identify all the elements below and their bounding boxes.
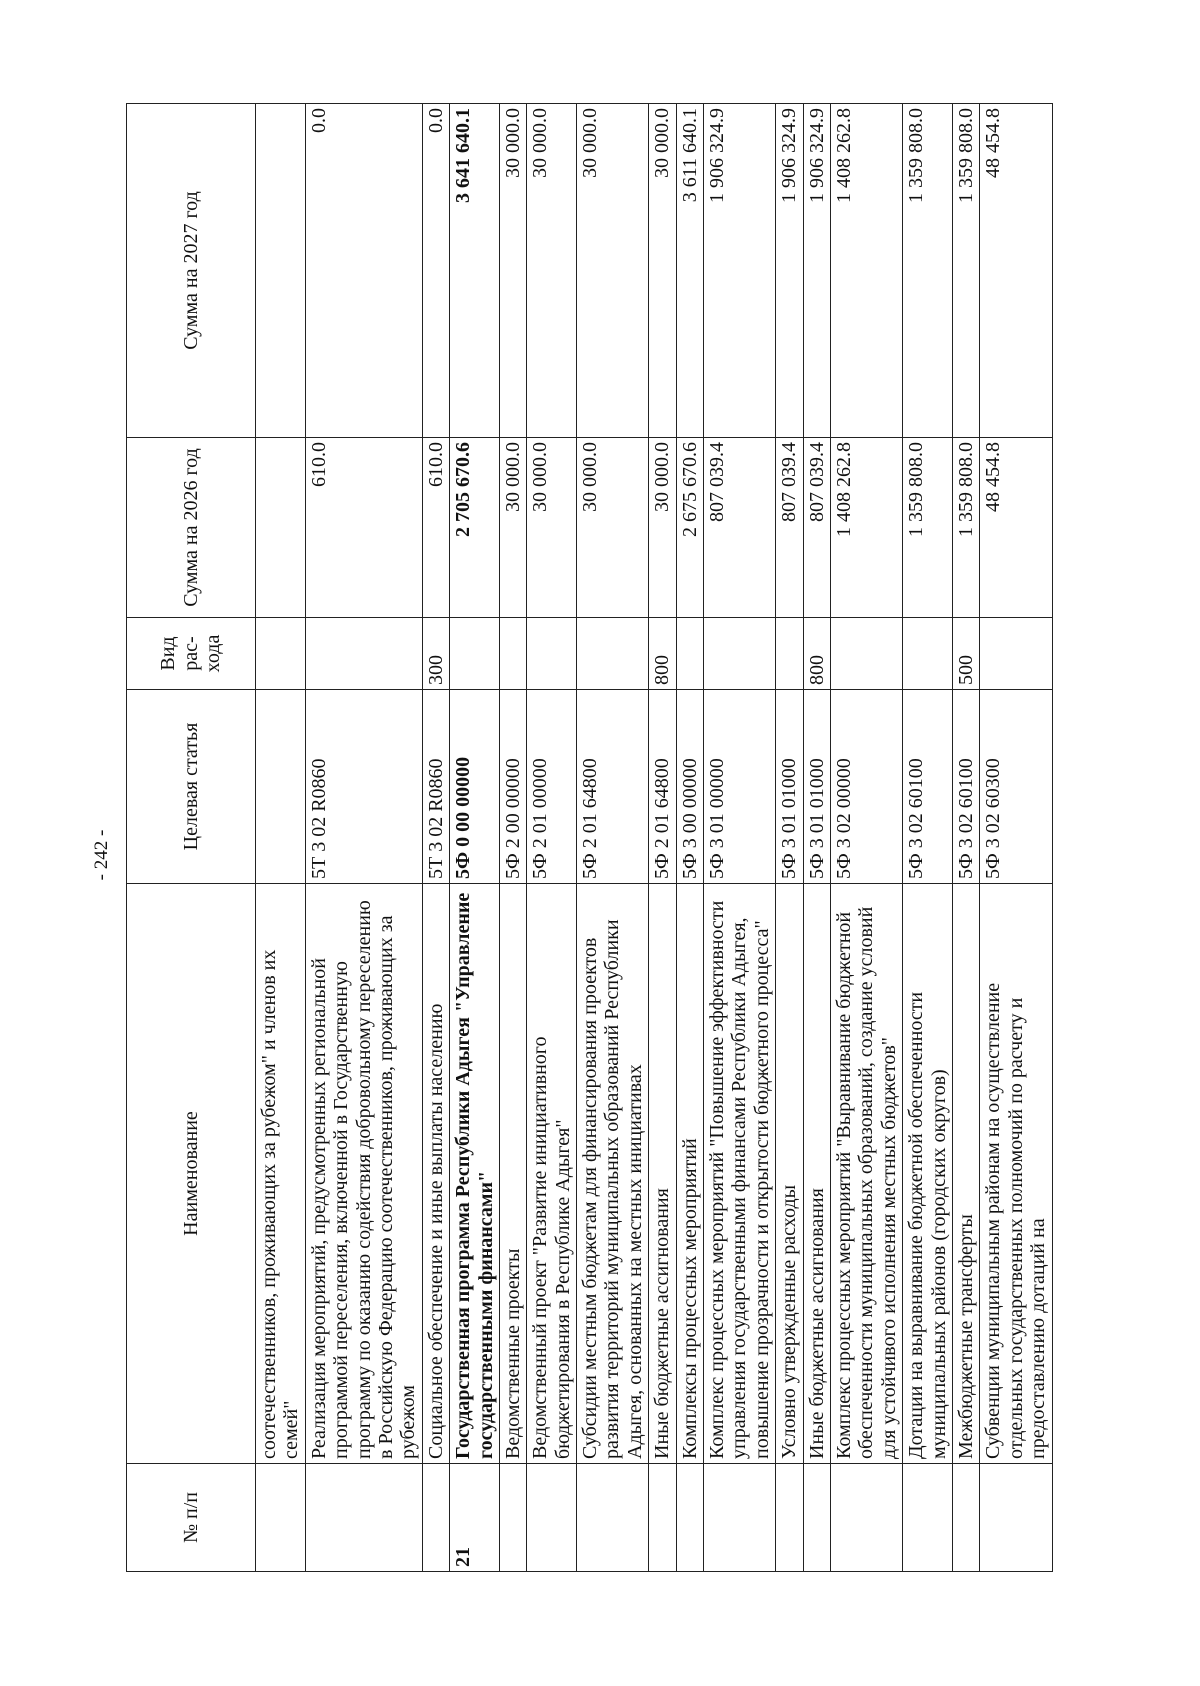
cell-target: 5Ф 3 02 60300 [980, 690, 1052, 884]
cell-name: Дотации на выравнивание бюджетной обеспеченности муниципальных районов (городских округов) [903, 884, 953, 1464]
table-row [903, 104, 953, 1572]
cell-num [256, 1464, 306, 1572]
cell-name: Ведомственные проекты [499, 884, 526, 1464]
cell-sum-2027: 30 000.0 [499, 104, 526, 438]
header-sum-2026: Сумма на 2026 год [127, 438, 256, 618]
cell-target: 5Ф 0 00 00000 [450, 690, 500, 884]
cell-target: 5Ф 3 02 60100 [903, 690, 953, 884]
cell-target [256, 690, 306, 884]
cell-target: 5Ф 3 01 00000 [704, 690, 776, 884]
cell-name: Субсидии местным бюджетам для финансирования проектов развития территорий муниципальных образований Республики Адыгея, основанных на местных инициативах [577, 884, 649, 1464]
cell-sum-2027: 1 906 324.9 [803, 104, 830, 438]
cell-num [776, 1464, 803, 1572]
cell-name: Комплексы процессных мероприятий [676, 884, 703, 1464]
budget-table [126, 103, 1053, 1572]
cell-target: 5Ф 3 02 60100 [952, 690, 979, 884]
page-number: - 242 - [91, 829, 112, 881]
cell-num [422, 1464, 449, 1572]
cell-target: 5Ф 2 01 64800 [649, 690, 676, 884]
cell-sum-2026: 2 705 670.6 [450, 438, 500, 618]
cell-target: 5Ф 3 01 01000 [776, 690, 803, 884]
cell-sum-2026: 30 000.0 [649, 438, 676, 618]
cell-vid [704, 618, 776, 690]
cell-sum-2027: 1 408 262.8 [830, 104, 902, 438]
cell-num [803, 1464, 830, 1572]
table-header-row [127, 104, 256, 1572]
cell-vid [527, 618, 577, 690]
cell-sum-2026: 807 039.4 [704, 438, 776, 618]
cell-name: соотечественников, проживающих за рубежом" и членов их семей" [256, 884, 306, 1464]
cell-vid [305, 618, 422, 690]
table-row [577, 104, 649, 1572]
table-row [830, 104, 902, 1572]
cell-num [980, 1464, 1052, 1572]
cell-target: 5Ф 2 00 00000 [499, 690, 526, 884]
cell-name: Иные бюджетные ассигнования [803, 884, 830, 1464]
header-target: Целевая статья [127, 690, 256, 884]
cell-num [704, 1464, 776, 1572]
cell-vid [450, 618, 500, 690]
cell-sum-2026: 1 408 262.8 [830, 438, 902, 618]
cell-vid [676, 618, 703, 690]
cell-sum-2026: 807 039.4 [803, 438, 830, 618]
cell-target: 5Т 3 02 R0860 [422, 690, 449, 884]
cell-vid: 800 [803, 618, 830, 690]
cell-vid [903, 618, 953, 690]
cell-vid: 300 [422, 618, 449, 690]
cell-vid [830, 618, 902, 690]
cell-sum-2026: 48 454.8 [980, 438, 1052, 618]
cell-sum-2027: 0.0 [305, 104, 422, 438]
cell-name: Социальное обеспечение и иные выплаты населению [422, 884, 449, 1464]
cell-sum-2027: 1 906 324.9 [704, 104, 776, 438]
cell-sum-2027: 30 000.0 [527, 104, 577, 438]
cell-vid: 500 [952, 618, 979, 690]
cell-sum-2027: 30 000.0 [577, 104, 649, 438]
table-row [776, 104, 803, 1572]
cell-vid [256, 618, 306, 690]
cell-num [499, 1464, 526, 1572]
table-row [256, 104, 306, 1572]
cell-target: 5Ф 2 01 64800 [577, 690, 649, 884]
cell-sum-2027: 3 641 640.1 [450, 104, 500, 438]
table-row [527, 104, 577, 1572]
cell-sum-2027: 3 611 640.1 [676, 104, 703, 438]
cell-sum-2027: 1 359 808.0 [903, 104, 953, 438]
cell-name: Государственная программа Республики Адыгея "Управление государственными финансами" [450, 884, 500, 1464]
cell-num [830, 1464, 902, 1572]
cell-sum-2026: 610.0 [422, 438, 449, 618]
cell-sum-2026: 1 359 808.0 [903, 438, 953, 618]
cell-name: Комплекс процессных мероприятий "Выравнивание бюджетной обеспеченности муниципальных образований, создание условий для устойчивого исполнения местных бюджетов" [830, 884, 902, 1464]
table-row [422, 104, 449, 1572]
cell-vid [499, 618, 526, 690]
cell-target: 5Ф 2 01 00000 [527, 690, 577, 884]
header-name: Наименование [127, 884, 256, 1464]
cell-sum-2026: 30 000.0 [577, 438, 649, 618]
table-row [649, 104, 676, 1572]
table-row [704, 104, 776, 1572]
cell-target: 5Ф 3 01 01000 [803, 690, 830, 884]
cell-vid [577, 618, 649, 690]
cell-num [577, 1464, 649, 1572]
cell-name: Межбюджетные трансферты [952, 884, 979, 1464]
cell-target: 5Ф 3 00 00000 [676, 690, 703, 884]
cell-num [676, 1464, 703, 1572]
table-row [305, 104, 422, 1572]
table-row [803, 104, 830, 1572]
table-row [676, 104, 703, 1572]
header-vid: Вид рас- хода [127, 618, 256, 690]
cell-num [903, 1464, 953, 1572]
cell-sum-2027: 1 359 808.0 [952, 104, 979, 438]
budget-table-container [126, 104, 1084, 1572]
header-sum-2027: Сумма на 2027 год [127, 104, 256, 438]
cell-sum-2027: 0.0 [422, 104, 449, 438]
table-row [952, 104, 979, 1572]
cell-name: Реализация мероприятий, предусмотренных региональной программой переселения, включенной в Государственную программу по оказанию содействия добровольному переселению в Российскую Федерацию соотечественников, проживающих за рубежом [305, 884, 422, 1464]
cell-vid [980, 618, 1052, 690]
cell-sum-2026: 610.0 [305, 438, 422, 618]
cell-sum-2027: 1 906 324.9 [776, 104, 803, 438]
header-num: № п/п [127, 1464, 256, 1572]
cell-num [649, 1464, 676, 1572]
table-row [980, 104, 1052, 1572]
cell-vid [776, 618, 803, 690]
cell-sum-2026 [256, 438, 306, 618]
cell-sum-2026: 1 359 808.0 [952, 438, 979, 618]
cell-sum-2026: 2 675 670.6 [676, 438, 703, 618]
cell-name: Условно утвержденные расходы [776, 884, 803, 1464]
cell-name: Ведомственный проект "Развитие инициативного бюджетирования в Республике Адыгея" [527, 884, 577, 1464]
cell-name: Субвенции муниципальным районам на осуществление отдельных государственных полномочий по расчету и предоставлению дотаций на [980, 884, 1052, 1464]
cell-target: 5Ф 3 02 00000 [830, 690, 902, 884]
cell-num [952, 1464, 979, 1572]
cell-sum-2026: 30 000.0 [527, 438, 577, 618]
cell-name: Иные бюджетные ассигнования [649, 884, 676, 1464]
cell-num: 21 [450, 1464, 500, 1572]
table-row [499, 104, 526, 1572]
cell-sum-2027: 48 454.8 [980, 104, 1052, 438]
cell-name: Комплекс процессных мероприятий "Повышение эффективности управления государственными финансами Республики Адыгея, повышение прозрачности и открытости бюджетного процесса" [704, 884, 776, 1464]
cell-vid: 800 [649, 618, 676, 690]
cell-sum-2026: 30 000.0 [499, 438, 526, 618]
cell-num [305, 1464, 422, 1572]
cell-num [527, 1464, 577, 1572]
cell-target: 5Т 3 02 R0860 [305, 690, 422, 884]
table-row-program-21 [450, 104, 500, 1572]
cell-sum-2026: 807 039.4 [776, 438, 803, 618]
cell-sum-2027: 30 000.0 [649, 104, 676, 438]
cell-sum-2027 [256, 104, 306, 438]
